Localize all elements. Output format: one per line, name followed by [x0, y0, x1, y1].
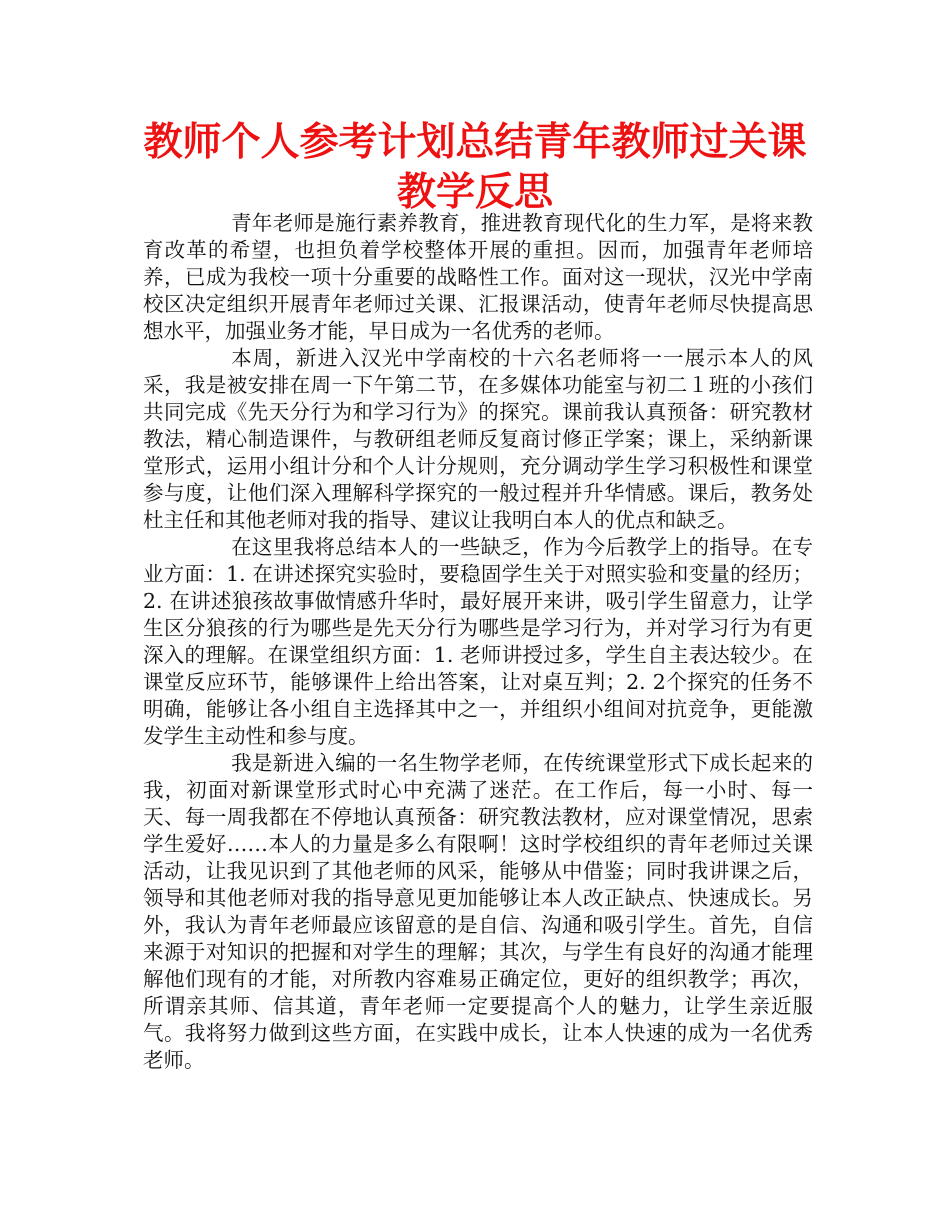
paragraph-1: 青年老师是施行素养教育，推进教育现代化的生力军，是将来教育改革的希望，也担负着学校整体开展的重担。因而，加强青年老师培养，已成为我校一项十分重要的战略性工作。面对这一现状，汉光中学南校区决定组织开展青年老师过关课、汇报课活动，使青年老师尽快提高思想水平，加强业务才能，早日成为一名优秀的老师。	[143, 211, 813, 343]
paragraph-3: 在这里我将总结本人的一些缺乏，作为今后教学上的指导。在专业方面：1. 在讲述探究实验时，要稳固学生关于对照实验和变量的经历；2. 在讲述狼孩故事做情感升华时，最好展开来讲，吸引学生留意力，让学生区分狼孩的行为哪些是先天分行为哪些是学习行为，并对学习行为有更深入的理解。在课堂组织方面：1. 老师讲授过多，学生自主表达较少。在课堂反应环节，能够课件上给出答案，让对桌互判；2. 2个探究的任务不明确，能够让各小组自主选择其中之一，并组织小组间对抗竞争，更能激发学生主动性和参与度。	[143, 535, 813, 748]
document-body	[143, 210, 813, 1074]
paragraph-4: 我是新进入编的一名生物学老师，在传统课堂形式下成长起来的我，初面对新课堂形式时心中充满了迷茫。在工作后，每一小时、每一天、每一周我都在不停地认真预备：研究教法教材，应对课堂情况，思索学生爱好……本人的力量是多么有限啊！这时学校组织的青年老师过关课活动，让我见识到了其他老师的风采，能够从中借鉴；同时我讲课之后，领导和其他老师对我的指导意见更加能够让本人改正缺点、快速成长。另外，我认为青年老师最应该留意的是自信、沟通和吸引学生。首先，自信来源于对知识的把握和对学生的理解；其次，与学生有良好的沟通才能理解他们现有的才能，对所教内容难易正确定位，更好的组织教学；再次，所谓亲其师、信其道，青年老师一定要提高个人的魅力，让学生亲近服气。我将努力做到这些方面，在实践中成长，让本人快速的成为一名优秀老师。	[143, 751, 813, 1072]
paragraph-2: 本周，新进入汉光中学南校的十六名老师将一一展示本人的风采，我是被安排在周一下午第二节，在多媒体功能室与初二１班的小孩们共同完成《先天分行为和学习行为》的探究。课前我认真预备：研究教材教法，精心制造课件，与教研组老师反复商讨修正学案；课上，采纳新课堂形式，运用小组计分和个人计分规则，充分调动学生学习积极性和课堂参与度，让他们深入理解科学探究的一般过程并升华情感。课后，教务处杜主任和其他老师对我的指导、建议让我明白本人的优点和缺乏。	[143, 346, 813, 532]
document-title: 教师个人参考计划总结青年教师过关课教学反思	[143, 120, 807, 215]
